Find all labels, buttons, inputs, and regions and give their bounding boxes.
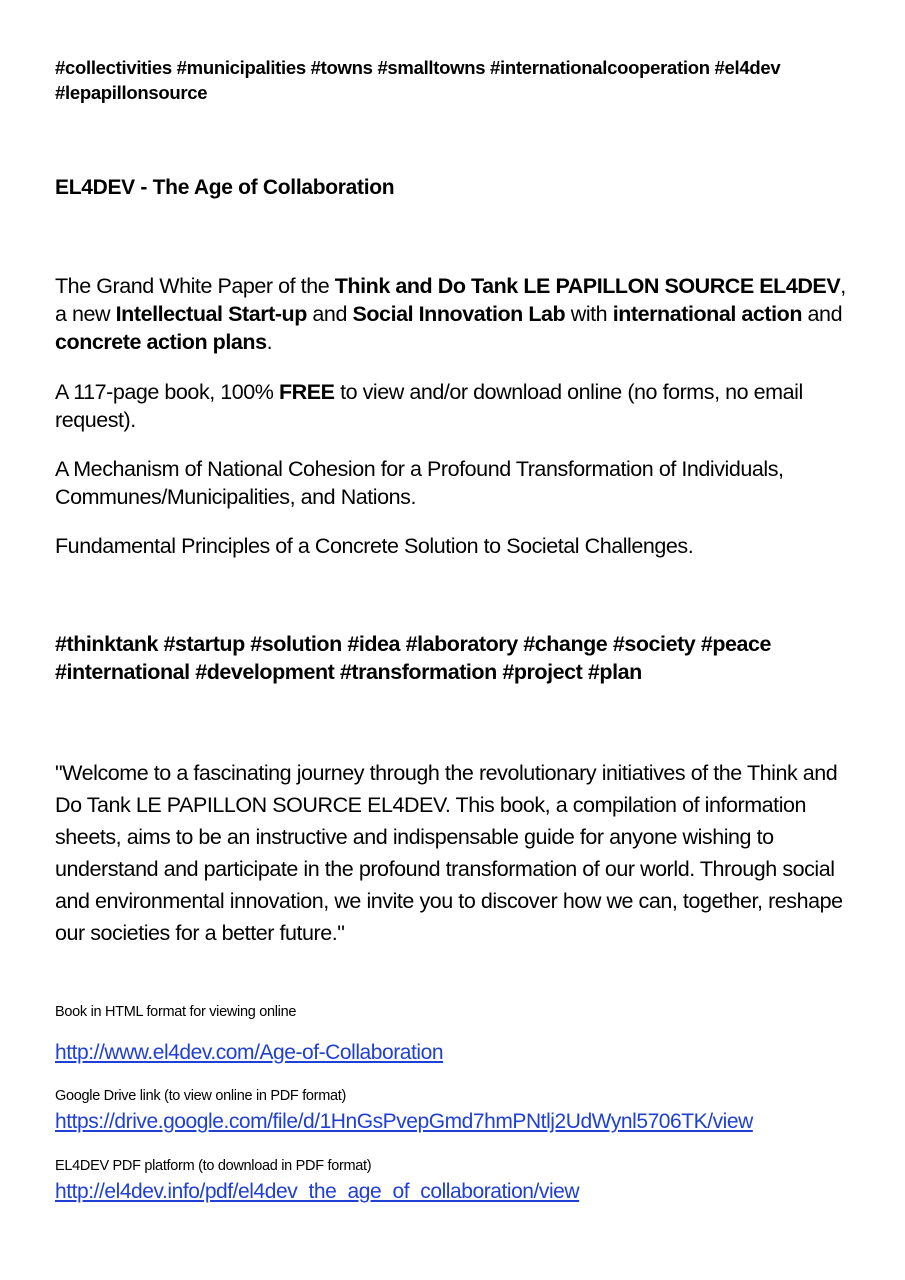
document-page [55,0,855,1280]
quote-paragraph: "Welcome to a fascinating journey through the revolutionary initiatives of the Think and Do Tank LE PAPILLON SOURCE EL4DEV. This book, a compilation of information sheets, aims to be an instructive and indispensable guide for anyone wishing to understand and participate in the profound transformation of our world. Through social and environmental innovation, we invite you to discover how we can, together, reshape our societies for a better future." [55,761,843,945]
document-title: EL4DEV - The Age of Collaboration [55,176,395,199]
intro-paragraph: The Grand White Paper of the Think and Do Tank LE PAPILLON SOURCE EL4DEV, a new Intellectual Start-up and Social Innovation Lab with international action and concrete action plans. [55,274,846,354]
hashtags-top: #collectivities #municipalities #towns #smalltowns #internationalcooperation #el4dev #lepapillonsource [55,57,781,103]
google-drive-link[interactable]: https://drive.google.com/file/d/1HnGsPvepGmd7hmPNtlj2UdWynl5706TK/view [55,1110,753,1133]
mechanism-paragraph: A Mechanism of National Cohesion for a Profound Transformation of Individuals, Communes/Municipalities, and Nations. [55,457,784,509]
pdf-platform-link[interactable]: http://el4dev.info/pdf/el4dev_the_age_of_collaboration/view [55,1180,580,1203]
free-book-paragraph: A 117-page book, 100% FREE to view and/or download online (no forms, no email request). [55,380,803,432]
principles-paragraph: Fundamental Principles of a Concrete Solution to Societal Challenges. [55,534,694,558]
html-book-caption: Book in HTML format for viewing online [55,1004,297,1020]
hashtags-middle: #thinktank #startup #solution #idea #laboratory #change #society #peace #international #development #transformation #project #plan [55,632,772,684]
pdf-platform-caption: EL4DEV PDF platform (to download in PDF format) [55,1158,372,1174]
google-drive-caption: Google Drive link (to view online in PDF format) [55,1088,347,1104]
html-book-link[interactable]: http://www.el4dev.com/Age-of-Collaboration [55,1041,444,1064]
